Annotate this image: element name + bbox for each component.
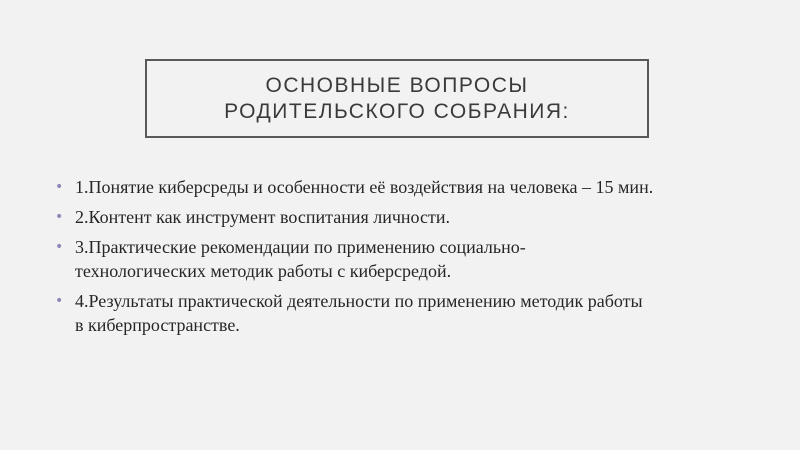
bullet-icon: • [55,209,64,225]
bullet-icon: • [55,239,64,255]
bullet-item-3 [55,235,655,283]
slide-title-line-1: ОСНОВНЫЕ ВОПРОСЫ [265,73,529,97]
bullet-icon: • [55,179,64,195]
bullet-item-4 [55,289,655,337]
bullet-text-4: 4.Результаты практической деятельности по применению методик работы в киберпространстве. [75,291,643,335]
bullet-text-1: 1.Понятие киберсреды и особенности её воздействия на человека – 15 мин. [75,177,654,197]
bullet-icon: • [55,293,64,309]
bullet-item-1 [55,175,655,199]
bullet-text-3: 3.Практические рекомендации по применению социально-технологических методик работы с киберсредой. [75,237,526,281]
slide-title-line-2: РОДИТЕЛЬСКОГО СОБРАНИЯ: [224,99,570,123]
bullet-text-2: 2.Контент как инструмент воспитания личности. [75,207,450,227]
slide-title-box [145,59,649,138]
bullet-list [55,175,655,343]
bullet-item-2 [55,205,655,229]
